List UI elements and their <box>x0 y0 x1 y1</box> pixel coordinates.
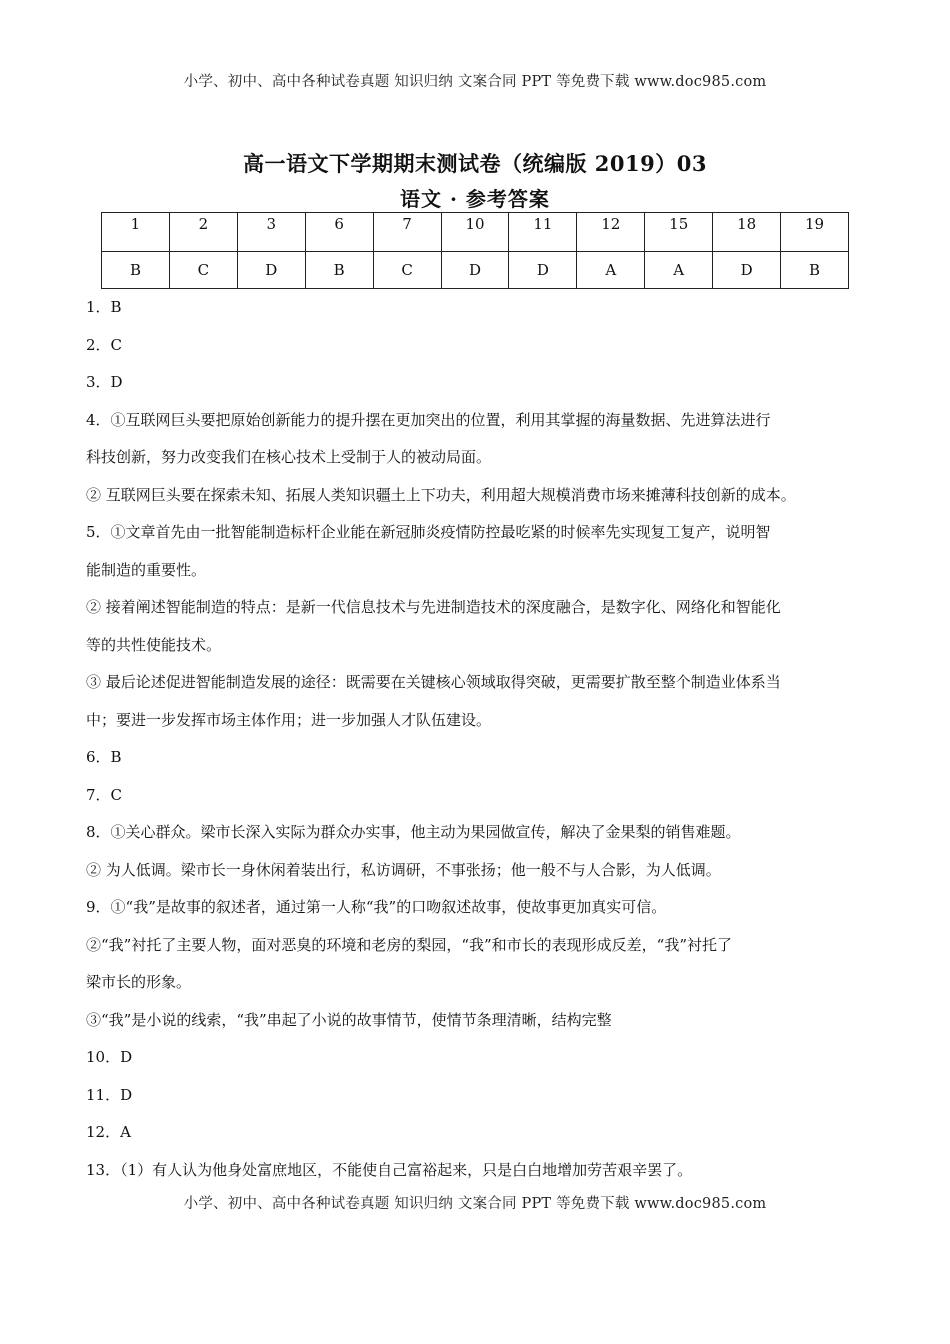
question-number-cell: 6 <box>305 213 373 252</box>
answer-cell: D <box>713 252 781 289</box>
answer-cell: D <box>441 252 509 289</box>
page-title: 高一语文下学期期末测试卷（统编版 2019）03 <box>243 151 707 176</box>
answer-line: ② 接着阐述智能制造的特点：是新一代信息技术与先进制造技术的深度融合，是数字化、网络化和智能化 <box>86 598 781 616</box>
answer-line: 7．C <box>86 785 123 804</box>
question-number-cell: 19 <box>781 213 849 252</box>
answer-line: 10．D <box>86 1048 133 1066</box>
page-footer: 小学、初中、高中各种试卷真题 知识归纳 文案合同 PPT 等免费下载 www.doc985.com <box>183 1196 767 1212</box>
answer-line: ② 互联网巨头要在探索未知、拓展人类知识疆土上下功夫，利用超大规模消费市场来摊薄科技创新的成本。 <box>86 485 796 504</box>
question-number-cell: 2 <box>169 213 237 252</box>
question-number-cell: 11 <box>509 213 577 252</box>
answer-line: 梁市长的形象。 <box>86 973 192 991</box>
answer-line: 科技创新，努力改变我们在核心技术上受制于人的被动局面。 <box>86 448 492 466</box>
question-number-cell: 15 <box>645 213 713 252</box>
question-number-cell: 12 <box>577 213 645 252</box>
question-number-row <box>102 213 849 252</box>
answer-cell: B <box>102 252 170 289</box>
page-subtitle: 语文 · 参考答案 <box>400 187 550 211</box>
question-number-cell: 1 <box>102 213 170 252</box>
answer-line: 能制造的重要性。 <box>86 560 207 579</box>
answer-line: 12．A <box>86 1123 131 1141</box>
answer-line: 8．①关心群众。梁市长深入实际为群众办实事，他主动为果园做宣传，解决了金果梨的销售难题。 <box>86 823 741 841</box>
question-number-cell: 18 <box>713 213 781 252</box>
answer-cell: C <box>373 252 441 289</box>
answer-line: 3．D <box>86 373 123 391</box>
answer-cell: C <box>169 252 237 289</box>
answer-line: ② 为人低调。梁市长一身休闲着装出行，私访调研，不事张扬；他一般不与人合影，为人低调。 <box>86 860 721 879</box>
answer-cell: A <box>577 252 645 289</box>
answer-cell: A <box>645 252 713 289</box>
answer-line: 13．（1）有人认为他身处富庶地区，不能使自己富裕起来，只是白白地增加劳苦艰辛罢了。 <box>86 1160 693 1179</box>
answer-line: 9．①“我”是故事的叙述者，通过第一人称“我”的口吻叙述故事，使故事更加真实可信。 <box>86 898 667 916</box>
answer-line: ③“我”是小说的线索，“我”串起了小说的故事情节，使情节条理清晰，结构完整 <box>86 1010 612 1029</box>
page-header: 小学、初中、高中各种试卷真题 知识归纳 文案合同 PPT 等免费下载 www.doc985.com <box>183 74 767 90</box>
answer-line: 6．B <box>86 748 122 766</box>
question-number-cell: 10 <box>441 213 509 252</box>
question-number-cell: 3 <box>237 213 305 252</box>
answer-line: ③ 最后论述促进智能制造发展的途径：既需要在关键核心领域取得突破，更需要扩散至整个制造业体系当 <box>86 673 781 691</box>
question-number-cell: 7 <box>373 213 441 252</box>
answer-line: 11．D <box>86 1085 133 1104</box>
answer-cell: B <box>781 252 849 289</box>
answer-line: 5．①文章首先由一批智能制造标杆企业能在新冠肺炎疫情防控最吃紧的时候率先实现复工复产，说明智 <box>86 523 771 541</box>
answer-table <box>101 212 849 289</box>
answer-body <box>86 289 886 1189</box>
answer-line: 2．C <box>86 335 123 354</box>
answer-line: ②“我”衬托了主要人物，面对恶臭的环境和老房的梨园，“我”和市长的表现形成反差，“我”衬托了 <box>86 935 733 954</box>
answer-line: 1．B <box>86 298 122 316</box>
answer-cell: B <box>305 252 373 289</box>
answer-line: 4．①互联网巨头要把原始创新能力的提升摆在更加突出的位置，利用其掌握的海量数据、先进算法进行 <box>86 410 771 429</box>
answer-line: 中；要进一步发挥市场主体作用；进一步加强人才队伍建设。 <box>86 710 492 729</box>
answer-cell: D <box>237 252 305 289</box>
answer-line: 等的共性使能技术。 <box>86 635 222 654</box>
answer-row <box>102 252 849 289</box>
answer-cell: D <box>509 252 577 289</box>
